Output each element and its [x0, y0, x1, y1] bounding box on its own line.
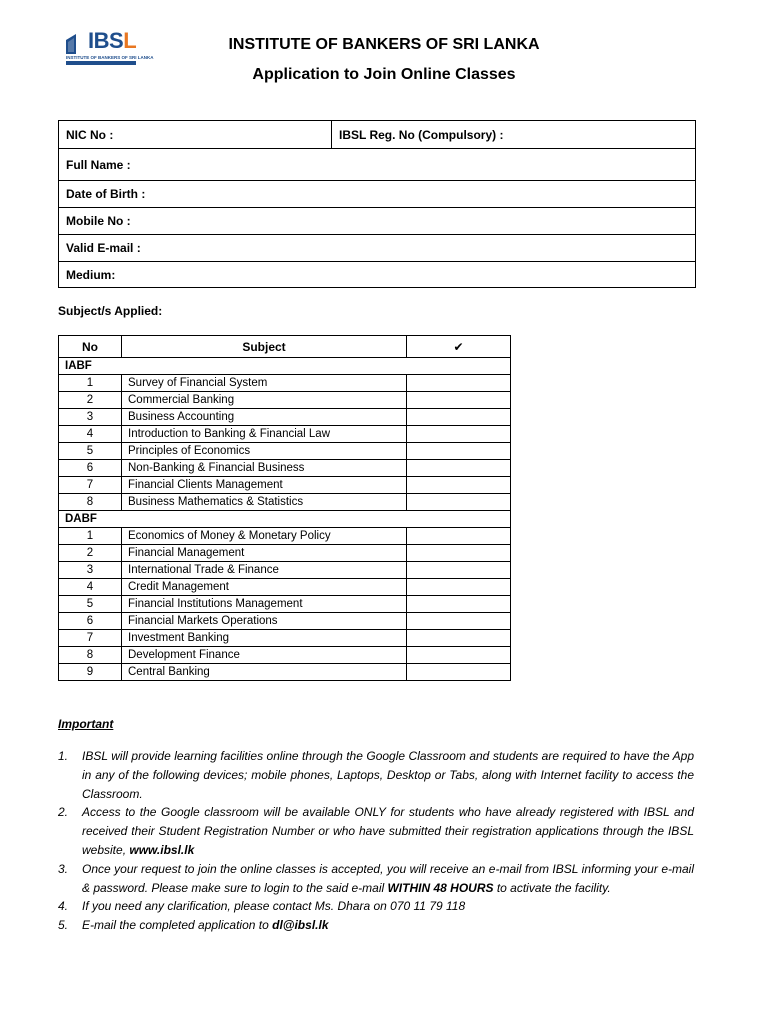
subject-row — [59, 392, 511, 409]
subjects-header-row — [59, 336, 511, 358]
subject-row — [59, 647, 511, 664]
subject-number: 7 — [59, 477, 122, 494]
subject-checkbox-cell[interactable] — [407, 630, 511, 647]
subject-row — [59, 579, 511, 596]
mobile-field[interactable]: Mobile No : — [59, 208, 696, 235]
subject-name: Commercial Banking — [122, 392, 407, 409]
subject-name: Financial Institutions Management — [122, 596, 407, 613]
subject-number: 3 — [59, 409, 122, 426]
column-header-check: ✔ — [407, 336, 511, 358]
subject-checkbox-cell[interactable] — [407, 596, 511, 613]
note-text-part: Once your request to join the online classes is accepted, you will receive an e-mail from IBSL informing your e-mail & password. Please make sure to login to the said e-mail — [82, 861, 694, 895]
note-text — [82, 803, 694, 859]
subject-name: Survey of Financial System — [122, 375, 407, 392]
note-text-part: IBSL will provide learning facilities online through the Google Classroom and students are required to have the App in any of the following devices; mobile phones, Laptops, Desktop or Tabs, along with Internet facility to access the Classroom. — [82, 749, 694, 801]
note-text-part: E-mail the completed application to — [82, 918, 273, 933]
subjects-label: Subject/s Applied: — [58, 304, 163, 318]
subject-name: Non-Banking & Financial Business — [122, 460, 407, 477]
subject-number: 6 — [59, 613, 122, 630]
subject-number: 9 — [59, 664, 122, 681]
nic-field[interactable]: NIC No : — [59, 121, 332, 149]
important-note — [58, 803, 694, 859]
important-note — [58, 860, 694, 898]
subject-name: Credit Management — [122, 579, 407, 596]
subject-checkbox-cell[interactable] — [407, 562, 511, 579]
note-text-part: Access to the Google classroom will be available ONLY for students who have already registered with IBSL and received their Student Registration Number or who have submitted their registration applications through the IBSL website, — [82, 805, 694, 857]
subject-number: 1 — [59, 528, 122, 545]
subject-row — [59, 375, 511, 392]
subject-number: 4 — [59, 426, 122, 443]
column-header-subject: Subject — [122, 336, 407, 358]
subject-name: Central Banking — [122, 664, 407, 681]
logo-bar — [66, 61, 136, 65]
subject-name: Investment Banking — [122, 630, 407, 647]
subject-number: 1 — [59, 375, 122, 392]
subject-name: Development Finance — [122, 647, 407, 664]
subject-row — [59, 409, 511, 426]
note-text — [82, 860, 694, 898]
subject-row — [59, 545, 511, 562]
subject-checkbox-cell[interactable] — [407, 443, 511, 460]
subject-checkbox-cell[interactable] — [407, 647, 511, 664]
subject-row — [59, 664, 511, 681]
note-emphasis: dl@ibsl.lk — [272, 918, 329, 933]
subject-number: 8 — [59, 494, 122, 511]
important-notes — [58, 747, 694, 935]
subject-name: Financial Markets Operations — [122, 613, 407, 630]
subject-group-row — [59, 358, 511, 375]
subject-checkbox-cell[interactable] — [407, 494, 511, 511]
subject-number: 6 — [59, 460, 122, 477]
column-header-no: No — [59, 336, 122, 358]
subject-group-label: DABF — [59, 511, 511, 528]
note-number: 5. — [58, 918, 69, 933]
dob-field[interactable]: Date of Birth : — [59, 181, 696, 208]
subject-group-row — [59, 511, 511, 528]
note-number: 1. — [58, 749, 69, 763]
subject-checkbox-cell[interactable] — [407, 426, 511, 443]
subject-checkbox-cell[interactable] — [407, 409, 511, 426]
note-number: 2. — [58, 805, 69, 820]
note-emphasis: WITHIN 48 HOURS — [387, 880, 494, 895]
subject-row — [59, 528, 511, 545]
subject-row — [59, 460, 511, 477]
subject-checkbox-cell[interactable] — [407, 477, 511, 494]
reg-no-field[interactable]: IBSL Reg. No (Compulsory) : — [332, 121, 696, 149]
note-emphasis: www.ibsl.lk — [129, 842, 195, 857]
subject-number: 2 — [59, 392, 122, 409]
subject-number: 5 — [59, 443, 122, 460]
note-number: 4. — [58, 899, 69, 914]
subject-number: 2 — [59, 545, 122, 562]
subject-checkbox-cell[interactable] — [407, 375, 511, 392]
subject-number: 7 — [59, 630, 122, 647]
subjects-table — [58, 335, 511, 681]
note-text — [82, 916, 694, 935]
subject-row — [59, 426, 511, 443]
subject-name: Economics of Money & Monetary Policy — [122, 528, 407, 545]
subject-checkbox-cell[interactable] — [407, 545, 511, 562]
subject-row — [59, 630, 511, 647]
full-name-field[interactable]: Full Name : — [59, 149, 696, 181]
logo-subtitle: INSTITUTE OF BANKERS OF SRI LANKA — [66, 55, 154, 60]
subject-group-label: IABF — [59, 358, 511, 375]
subject-row — [59, 596, 511, 613]
note-text-part: to activate the facility. — [493, 880, 611, 895]
subject-name: Introduction to Banking & Financial Law — [122, 426, 407, 443]
subject-checkbox-cell[interactable] — [407, 613, 511, 630]
applicant-info-table — [58, 120, 696, 288]
important-heading: Important — [58, 717, 114, 731]
subject-checkbox-cell[interactable] — [407, 392, 511, 409]
logo-text: IBSL — [88, 28, 137, 53]
note-number: 3. — [58, 861, 69, 876]
note-text — [82, 747, 694, 803]
important-note — [58, 747, 694, 803]
subject-name: International Trade & Finance — [122, 562, 407, 579]
subject-row — [59, 494, 511, 511]
subject-row — [59, 613, 511, 630]
subject-number: 3 — [59, 562, 122, 579]
subject-row — [59, 562, 511, 579]
subject-checkbox-cell[interactable] — [407, 579, 511, 596]
important-note — [58, 916, 694, 935]
subject-number: 4 — [59, 579, 122, 596]
subject-number: 5 — [59, 596, 122, 613]
subject-checkbox-cell[interactable] — [407, 528, 511, 545]
subject-checkbox-cell[interactable] — [407, 664, 511, 681]
subject-number: 8 — [59, 647, 122, 664]
note-text-part: If you need any clarification, please contact Ms. Dhara on 070 11 79 118 — [82, 899, 466, 914]
subject-name: Business Accounting — [122, 409, 407, 426]
page-title: INSTITUTE OF BANKERS OF SRI LANKA — [228, 36, 540, 53]
subject-name: Financial Clients Management — [122, 477, 407, 494]
subject-checkbox-cell[interactable] — [407, 460, 511, 477]
subject-name: Business Mathematics & Statistics — [122, 494, 407, 511]
subject-row — [59, 477, 511, 494]
note-text — [82, 897, 694, 916]
page-subtitle: Application to Join Online Classes — [252, 66, 516, 83]
important-note — [58, 897, 694, 916]
email-field[interactable]: Valid E-mail : — [59, 235, 696, 262]
subject-name: Principles of Economics — [122, 443, 407, 460]
subject-name: Financial Management — [122, 545, 407, 562]
subject-row — [59, 443, 511, 460]
medium-field[interactable]: Medium: — [59, 262, 696, 288]
